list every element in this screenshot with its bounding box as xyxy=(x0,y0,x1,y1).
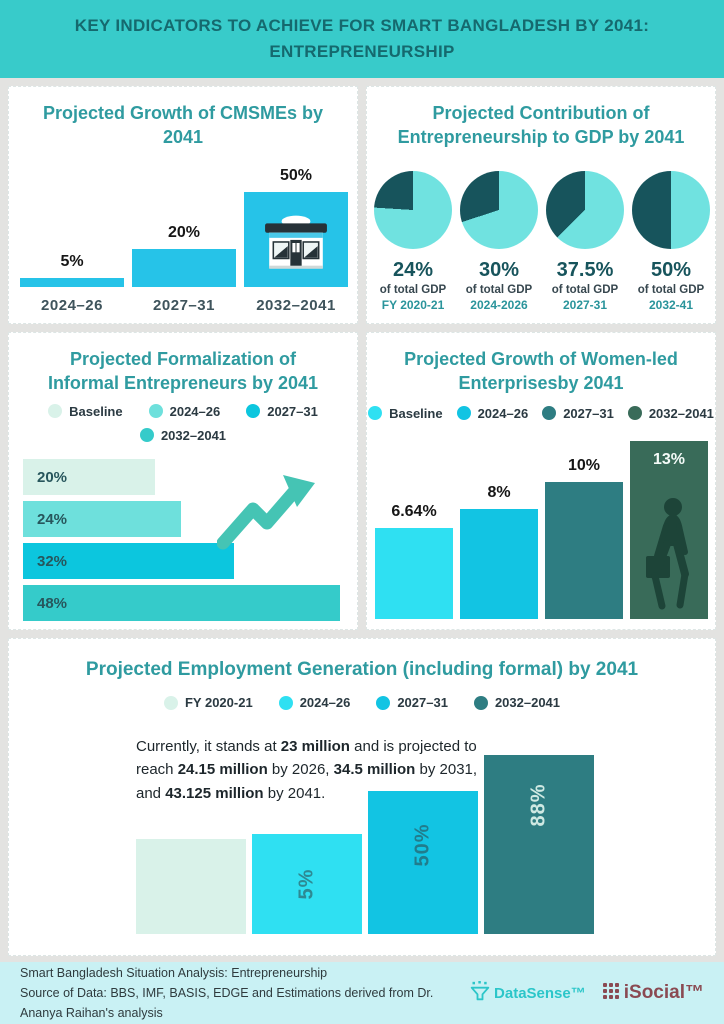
legend-label: 2032–2041 xyxy=(648,405,714,421)
hbar-value-label: 32% xyxy=(37,552,68,570)
pie-chart-2027-31 xyxy=(546,171,624,249)
gdp-pie-row xyxy=(374,171,710,312)
hbar-2024-26 xyxy=(23,501,181,537)
cmsme-x-label: 2032–2041 xyxy=(256,297,336,314)
legend-dot-2024-26 xyxy=(457,406,471,420)
gdp-sub-label: of total GDP xyxy=(465,284,533,296)
isocial-grid-icon xyxy=(602,982,620,1005)
hbar-2032-2041 xyxy=(23,585,340,621)
legend-item xyxy=(48,404,122,419)
legend-item xyxy=(628,406,714,421)
footer-line1: Smart Bangladesh Situation Analysis: Entrepreneurship xyxy=(20,966,328,980)
women-bar-2024-26 xyxy=(460,509,538,619)
storefront-icon xyxy=(263,214,329,277)
gdp-sub-label: of total GDP xyxy=(379,284,447,296)
gdp-pct-label: 30% xyxy=(478,259,520,281)
note-text-bold: 34.5 million xyxy=(333,761,416,779)
cmsme-bar-group xyxy=(132,224,236,287)
women-bar-group xyxy=(545,457,623,619)
employment-growth-label: 5% xyxy=(295,868,318,900)
footer-text xyxy=(20,963,470,1023)
note-text: Currently, it stands at xyxy=(136,738,281,755)
cmsme-x-axis-labels xyxy=(20,297,348,314)
datasense-funnel-icon xyxy=(470,981,490,1006)
women-value-label: 13% xyxy=(652,450,686,468)
legend-dot-fy2020-21 xyxy=(164,696,178,710)
employment-bar-fy2020-21 xyxy=(136,839,246,934)
note-text-bold: 43.125 million xyxy=(165,784,264,802)
hbar-baseline xyxy=(23,459,155,495)
note-text: by 2026, xyxy=(267,761,334,779)
legend-dot-2032-2041 xyxy=(140,428,154,442)
women-bar-group xyxy=(630,441,708,619)
header-banner xyxy=(0,0,724,78)
footer-bar xyxy=(0,962,724,1024)
cmsme-bars xyxy=(20,167,348,287)
women-bar-2032-2041 xyxy=(630,441,708,619)
employment-bar-2024-26 xyxy=(252,834,362,934)
footer-line2: Source of Data: BBS, IMF, BASIS, EDGE and Estimations derived from Dr. Ananya Raihan's analysis xyxy=(20,986,434,1020)
hbar-value-label: 20% xyxy=(37,468,68,486)
cmsme-value-label: 5% xyxy=(60,252,84,270)
legend-item xyxy=(246,404,318,419)
hbar-value-label: 24% xyxy=(37,510,68,528)
formalization-legend-row1 xyxy=(9,404,357,419)
legend-label: 2024–26 xyxy=(477,405,529,421)
gdp-period-label: 2032-41 xyxy=(648,298,694,312)
cmsme-value-label: 20% xyxy=(167,224,201,241)
note-text-bold: 23 million xyxy=(280,738,350,755)
legend-dot-baseline xyxy=(368,406,382,420)
women-bars xyxy=(375,441,708,619)
isocial-wordmark: iSocial™ xyxy=(623,982,704,1003)
pie-chart-2024-2026 xyxy=(460,171,538,249)
legend-label: 2027–31 xyxy=(267,403,318,419)
women-value-label: 8% xyxy=(487,484,511,502)
women-bar-group xyxy=(460,484,538,619)
cmsme-bar-2024-26 xyxy=(20,278,124,288)
legend-label: 2027–31 xyxy=(397,695,448,710)
panel-cmsme-growth xyxy=(8,86,358,324)
walking-woman-silhouette-icon xyxy=(640,494,698,619)
legend-item xyxy=(140,428,226,443)
hbar-value-label: 48% xyxy=(37,594,68,612)
women-bar-group xyxy=(375,503,453,619)
panel-gdp-contribution xyxy=(366,86,716,324)
legend-label: 2024–26 xyxy=(299,695,351,710)
legend-dot-2027-31 xyxy=(246,404,260,418)
note-text: by 2041. xyxy=(263,784,326,802)
isocial-logo xyxy=(602,982,704,1005)
panel-employment xyxy=(8,638,716,956)
legend-dot-2032-2041 xyxy=(474,696,488,710)
formalization-legend-row2 xyxy=(9,428,357,443)
women-legend xyxy=(367,406,715,421)
legend-dot-2027-31 xyxy=(542,406,556,420)
cmsme-chart-title: Projected Growth of CMSMEs by 2041 xyxy=(42,103,324,148)
employment-bars xyxy=(136,755,594,934)
legend-dot-baseline xyxy=(48,404,62,418)
formalization-chart-title: Projected Formalization of Informal Entrepreneurs by 2041 xyxy=(47,349,319,394)
legend-label: FY 2020-21 xyxy=(184,695,253,710)
cmsme-value-label: 50% xyxy=(279,167,313,184)
page-title-line2: ENTREPRENEURSHIP xyxy=(269,42,455,61)
cmsme-x-label: 2024–26 xyxy=(41,297,103,314)
gdp-period-label: 2027-31 xyxy=(562,298,608,312)
employment-bar-2027-31 xyxy=(368,791,478,934)
gdp-pie-group xyxy=(632,171,710,312)
employment-bar-2032-2041 xyxy=(484,755,594,934)
note-text: and is projected to reach xyxy=(136,738,477,779)
gdp-pct-label: 50% xyxy=(650,259,692,281)
legend-item xyxy=(376,695,448,710)
legend-item xyxy=(542,406,614,421)
gdp-sub-label: of total GDP xyxy=(637,284,705,296)
legend-dot-2032-2041 xyxy=(628,406,642,420)
legend-dot-2024-26 xyxy=(279,696,293,710)
employment-legend xyxy=(9,695,715,710)
legend-dot-2027-31 xyxy=(376,696,390,710)
women-bar-2027-31 xyxy=(545,482,623,619)
gdp-pie-group xyxy=(546,171,624,312)
legend-dot-2024-26 xyxy=(149,404,163,418)
cmsme-bar-group xyxy=(20,253,124,288)
legend-item xyxy=(474,695,560,710)
legend-label: 2032–2041 xyxy=(494,695,561,710)
legend-label: Baseline xyxy=(69,403,123,419)
pie-chart-2032-41 xyxy=(632,171,710,249)
legend-label: 2024–26 xyxy=(169,403,221,419)
legend-label: 2032–2041 xyxy=(160,427,227,443)
page-title-line1: KEY INDICATORS TO ACHIEVE FOR SMART BANGLADESH BY 2041: xyxy=(74,15,650,35)
employment-growth-label: 50% xyxy=(411,823,434,867)
legend-item xyxy=(368,406,442,421)
gdp-period-label: 2024-2026 xyxy=(470,298,528,312)
legend-item xyxy=(164,695,253,710)
pie-chart-fy2020-21 xyxy=(374,171,452,249)
cmsme-bar-group xyxy=(244,167,348,287)
gdp-period-label: FY 2020-21 xyxy=(381,298,445,312)
datasense-logo xyxy=(470,981,586,1006)
legend-label: 2027–31 xyxy=(563,405,614,421)
note-text-bold: 24.15 million xyxy=(177,761,268,779)
employment-chart-title: Projected Employment Generation (including formal) by 2041 xyxy=(85,659,639,680)
women-bar-baseline xyxy=(375,528,453,619)
gdp-pct-label: 24% xyxy=(392,259,434,281)
gdp-pct-label: 37.5% xyxy=(556,259,614,281)
panel-formalization xyxy=(8,332,358,630)
cmsme-bar-2027-31 xyxy=(132,249,236,287)
gdp-pie-group xyxy=(460,171,538,312)
gdp-chart-title: Projected Contribution of Entrepreneurship to GDP by 2041 xyxy=(397,103,685,148)
employment-growth-label: 88% xyxy=(527,783,550,827)
legend-item xyxy=(279,695,351,710)
footer-logos xyxy=(470,981,704,1006)
legend-label: Baseline xyxy=(389,405,443,421)
women-value-label: 10% xyxy=(567,457,601,474)
women-chart-title: Projected Growth of Women-led Enterprisesby 2041 xyxy=(404,349,678,394)
cmsme-bar-2032-2041 xyxy=(244,192,348,287)
gdp-sub-label: of total GDP xyxy=(551,284,619,296)
note-text: by 2031, and xyxy=(136,761,478,802)
panel-women-led xyxy=(366,332,716,630)
gdp-pie-group xyxy=(374,171,452,312)
trend-up-arrow-icon xyxy=(217,467,317,556)
legend-item xyxy=(149,404,221,419)
legend-item xyxy=(457,406,529,421)
datasense-wordmark: DataSense™ xyxy=(494,984,586,1002)
cmsme-x-label: 2027–31 xyxy=(153,297,215,314)
women-value-label: 6.64% xyxy=(391,503,437,521)
hbar-2027-31 xyxy=(23,543,234,579)
